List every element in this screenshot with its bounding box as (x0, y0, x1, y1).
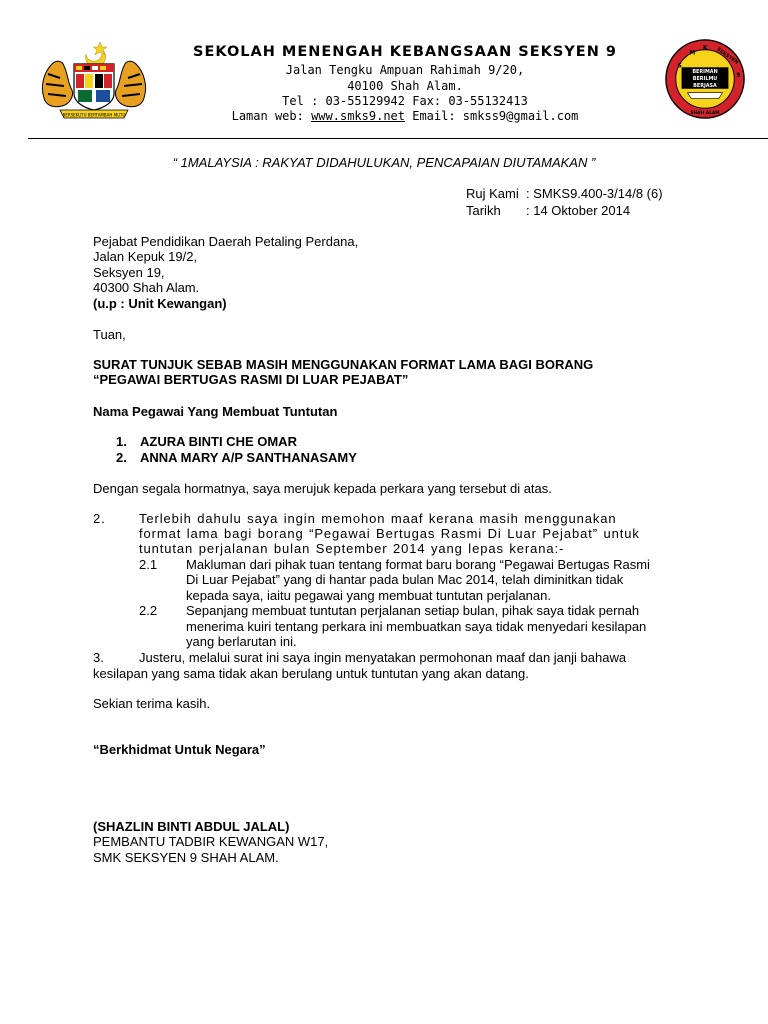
badge-motto-2: BERILMU (692, 75, 718, 82)
list-number: 1. (116, 434, 127, 449)
badge-word-seksyen: SEKSYEN (715, 46, 740, 66)
recipient-line-2: Jalan Kepuk 19/2, (93, 249, 198, 264)
salutation: Tuan, (93, 327, 126, 342)
badge-location: SHAH ALAM (690, 111, 720, 117)
list-number: 2. (116, 450, 127, 465)
crest-motto-text: BERSEKUTU BERTAMBAH MUTU (62, 112, 126, 118)
sub-2-1-line-1: Makluman dari pihak tuan tentang format baru borang “Pegawai Bertugas Rasmi (186, 557, 650, 572)
address-line-1: Jalan Tengku Ampuan Rahimah 9/20, (285, 63, 525, 77)
recipient-line-1: Pejabat Pendidikan Daerah Petaling Perdana, (93, 234, 359, 249)
para-3-line-1: Justeru, melalui surat ini saya ingin menyatakan permohonan maaf dan janji bahawa (139, 650, 627, 665)
recipient-line-4: 40300 Shah Alam. (93, 280, 200, 295)
badge-motto-1: BERIMAN (692, 69, 718, 76)
para-3-line-2: kesilapan yang sama tidak akan berulang untuk tuntutan yang akan datang. (93, 666, 529, 681)
tarikh-value: : 14 Oktober 2014 (526, 203, 631, 218)
recipient-line-3: Seksyen 19, (93, 265, 165, 280)
letterhead-divider (28, 138, 768, 139)
school-name: SEKOLAH MENENGAH KEBANGSAAN SEKSYEN 9 (193, 44, 617, 60)
sub-2-2-line-1: Sepanjang membuat tuntutan perjalanan setiap bulan, pihak saya tidak pernah (186, 603, 640, 618)
badge-letter-s: S (677, 63, 682, 70)
phone-fax: Tel : 03-55129942 Fax: 03-55132413 (282, 94, 528, 108)
badge-number: 9 (736, 73, 741, 80)
officers-heading: Nama Pegawai Yang Membuat Tuntutan (93, 404, 338, 419)
subject-line-1: SURAT TUNJUK SEBAB MASIH MENGGUNAKAN FORMAT LAMA BAGI BORANG (93, 357, 594, 372)
web-email-line (150, 109, 660, 123)
para-2-line-3: tuntutan perjalanan bulan September 2014 yang lepas kerana:- (139, 541, 565, 556)
national-motto: “ 1MALAYSIA : RAKYAT DIDAHULUKAN, PENCAPAIAN DIUTAMAKAN ” (172, 155, 596, 170)
attention-line: (u.p : Unit Kewangan) (93, 296, 227, 311)
ruj-label: Ruj Kami (466, 186, 519, 201)
signatory-name: (SHAZLIN BINTI ABDUL JALAL) (93, 819, 290, 834)
sub-2-2-line-2: menerima kuiri tentang perkara ini membuatkan saya tidak menyedari kesilapan (186, 619, 647, 634)
list-item (116, 450, 357, 465)
officer-name: AZURA BINTI CHE OMAR (140, 434, 297, 449)
signatory-school: SMK SEKSYEN 9 SHAH ALAM. (93, 850, 279, 865)
sub-2-2-line-3: yang berlarutan ini. (186, 634, 297, 649)
letter-date (466, 203, 630, 218)
para-2-line-1: Terlebih dahulu saya ingin memohon maaf kerana masih menggunakan (139, 511, 617, 526)
reference-number (466, 186, 663, 201)
list-item (116, 434, 297, 449)
subject-line-2: “PEGAWAI BERTUGAS RASMI DI LUAR PEJABAT” (93, 372, 409, 387)
ruj-value: : SMKS9.400-3/14/8 (6) (526, 186, 663, 201)
badge-letter-m: M (689, 50, 696, 57)
tarikh-label: Tarikh (466, 203, 501, 218)
officer-name: ANNA MARY A/P SANTHANASAMY (140, 450, 357, 465)
signatory-title: PEMBANTU TADBIR KEWANGAN W17, (93, 834, 329, 849)
coat-of-arms-icon (38, 38, 150, 120)
school-badge-icon (663, 38, 747, 120)
sub-2-2-number: 2.2 (139, 603, 158, 618)
closing: Sekian terima kasih. (93, 696, 211, 711)
sub-2-1-line-2: Di Luar Pejabat” yang di hantar pada bulan Mac 2014, telah diminitkan tidak (186, 572, 624, 587)
badge-motto-3: BERJASA (693, 82, 717, 89)
para-3-number: 3. (93, 650, 104, 665)
para-2-line-2: format lama bagi borang “Pegawai Bertugas Rasmi Di Luar Pejabat” untuk (139, 526, 640, 541)
service-motto: “Berkhidmat Untuk Negara” (93, 742, 266, 757)
website-link[interactable]: www.smks9.net (311, 109, 405, 123)
para-2-number: 2. (93, 511, 106, 526)
email-text: Email: smkss9@gmail.com (405, 109, 579, 123)
sub-2-1-line-3: kepada saya, iaitu pegawai yang membuat tuntutan perjalanan. (186, 588, 551, 603)
intro-paragraph: Dengan segala hormatnya, saya merujuk kepada perkara yang tersebut di atas. (93, 481, 552, 496)
address-line-2: 40100 Shah Alam. (347, 79, 463, 93)
badge-letter-k: K (703, 45, 708, 52)
sub-2-1-number: 2.1 (139, 557, 158, 572)
web-label: Laman web: (231, 109, 312, 123)
